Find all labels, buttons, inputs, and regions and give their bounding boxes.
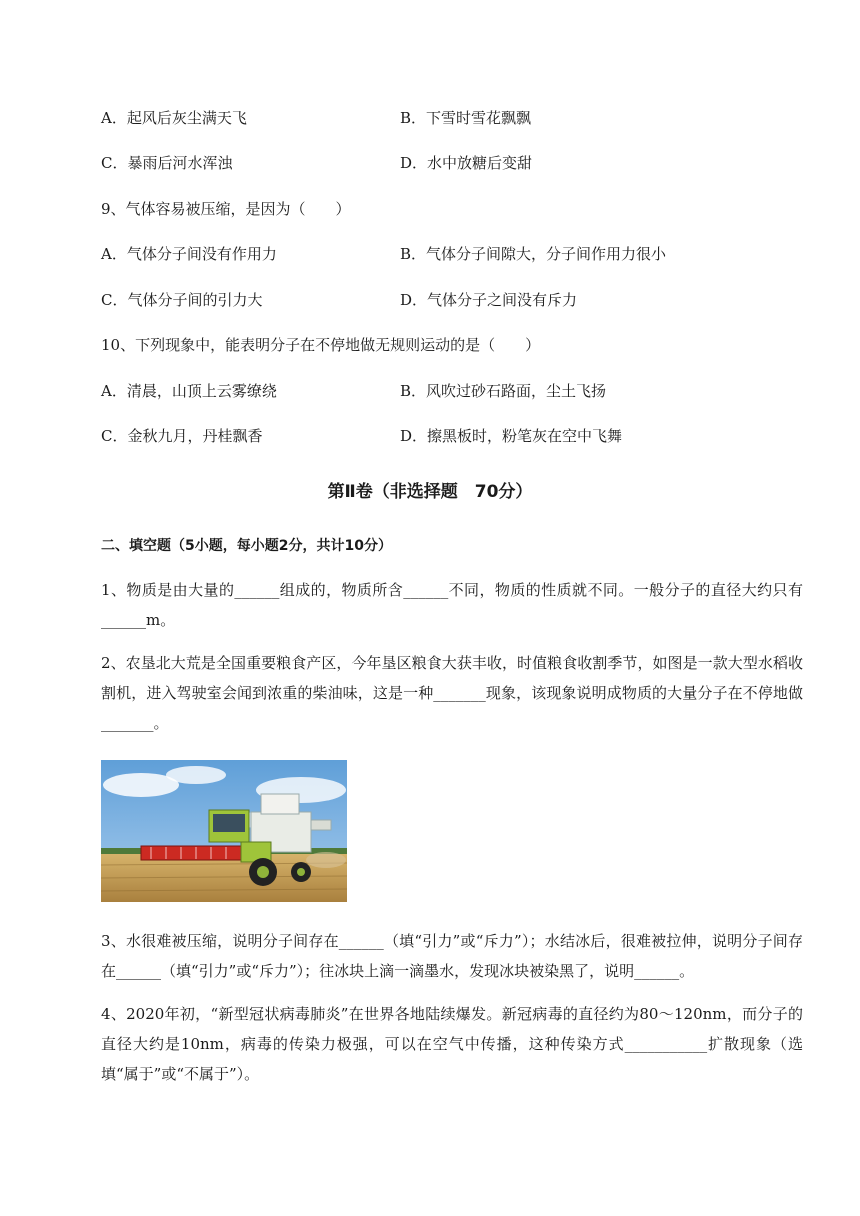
q8-option-b: B．下雪时雪花飘飘 — [400, 109, 532, 127]
q8-option-c: C．暴雨后河水浑浊 — [101, 154, 233, 172]
section-subtitle: 二、填空题（5小题，每小题2分，共计10分） — [101, 538, 392, 554]
fill-question-1: 1、物质是由大量的______组成的，物质所含______不同，物质的性质就不同。一般分子的直径大约只有______m。 — [101, 581, 803, 629]
q9-option-c: C．气体分子间的引力大 — [101, 291, 263, 309]
q10-option-c: C．金秋九月，丹桂飘香 — [101, 427, 263, 445]
q8-option-a: A．起风后灰尘满天飞 — [101, 109, 247, 127]
fill-question-3: 3、水很难被压缩，说明分子间存在______（填“引力”或“斥力”）；水结冰后，很难被拉伸，说明分子间存在______（填“引力”或“斥力”）；往冰块上滴一滴墨水，发现冰块被染黑了，说明______。 — [101, 932, 803, 980]
q8-option-d: D．水中放糖后变甜 — [400, 154, 533, 172]
fill-question-2: 2、农垦北大荒是全国重要粮食产区，今年垦区粮食大获丰收，时值粮食收割季节，如图是一款大型水稻收割机，进入驾驶室会闻到浓重的柴油味，这是一种_______现象，该现象说明成物质的大量分子在不停地做_______。 — [101, 654, 803, 732]
q9-option-a: A．气体分子间没有作用力 — [101, 245, 277, 263]
q9-option-d: D．气体分子之间没有斥力 — [400, 291, 578, 309]
q10-option-b: B．风吹过砂石路面，尘土飞扬 — [400, 382, 607, 400]
q10-stem: 10、下列现象中，能表明分子在不停地做无规则运动的是（ ） — [101, 336, 541, 354]
q9-stem: 9、气体容易被压缩，是因为（ ） — [101, 200, 351, 218]
fill-question-4: 4、2020年初，“新型冠状病毒肺炎”在世界各地陆续爆发。新冠病毒的直径约为80～120nm，而分子的直径大约是10nm，病毒的传染力极强，可以在空气中传播，这种传染方式___________扩散现象（选填“属于”或“不属于”）。 — [101, 1005, 803, 1083]
q10-option-a: A．清晨，山顶上云雾缭绕 — [101, 382, 277, 400]
q9-option-b: B．气体分子间隙大，分子间作用力很小 — [400, 245, 667, 263]
combine-harvester-photo — [101, 760, 347, 902]
q10-option-d: D．擦黑板时，粉笔灰在空中飞舞 — [400, 427, 623, 445]
section-title: 第Ⅱ卷（非选择题 70分） — [327, 482, 533, 502]
